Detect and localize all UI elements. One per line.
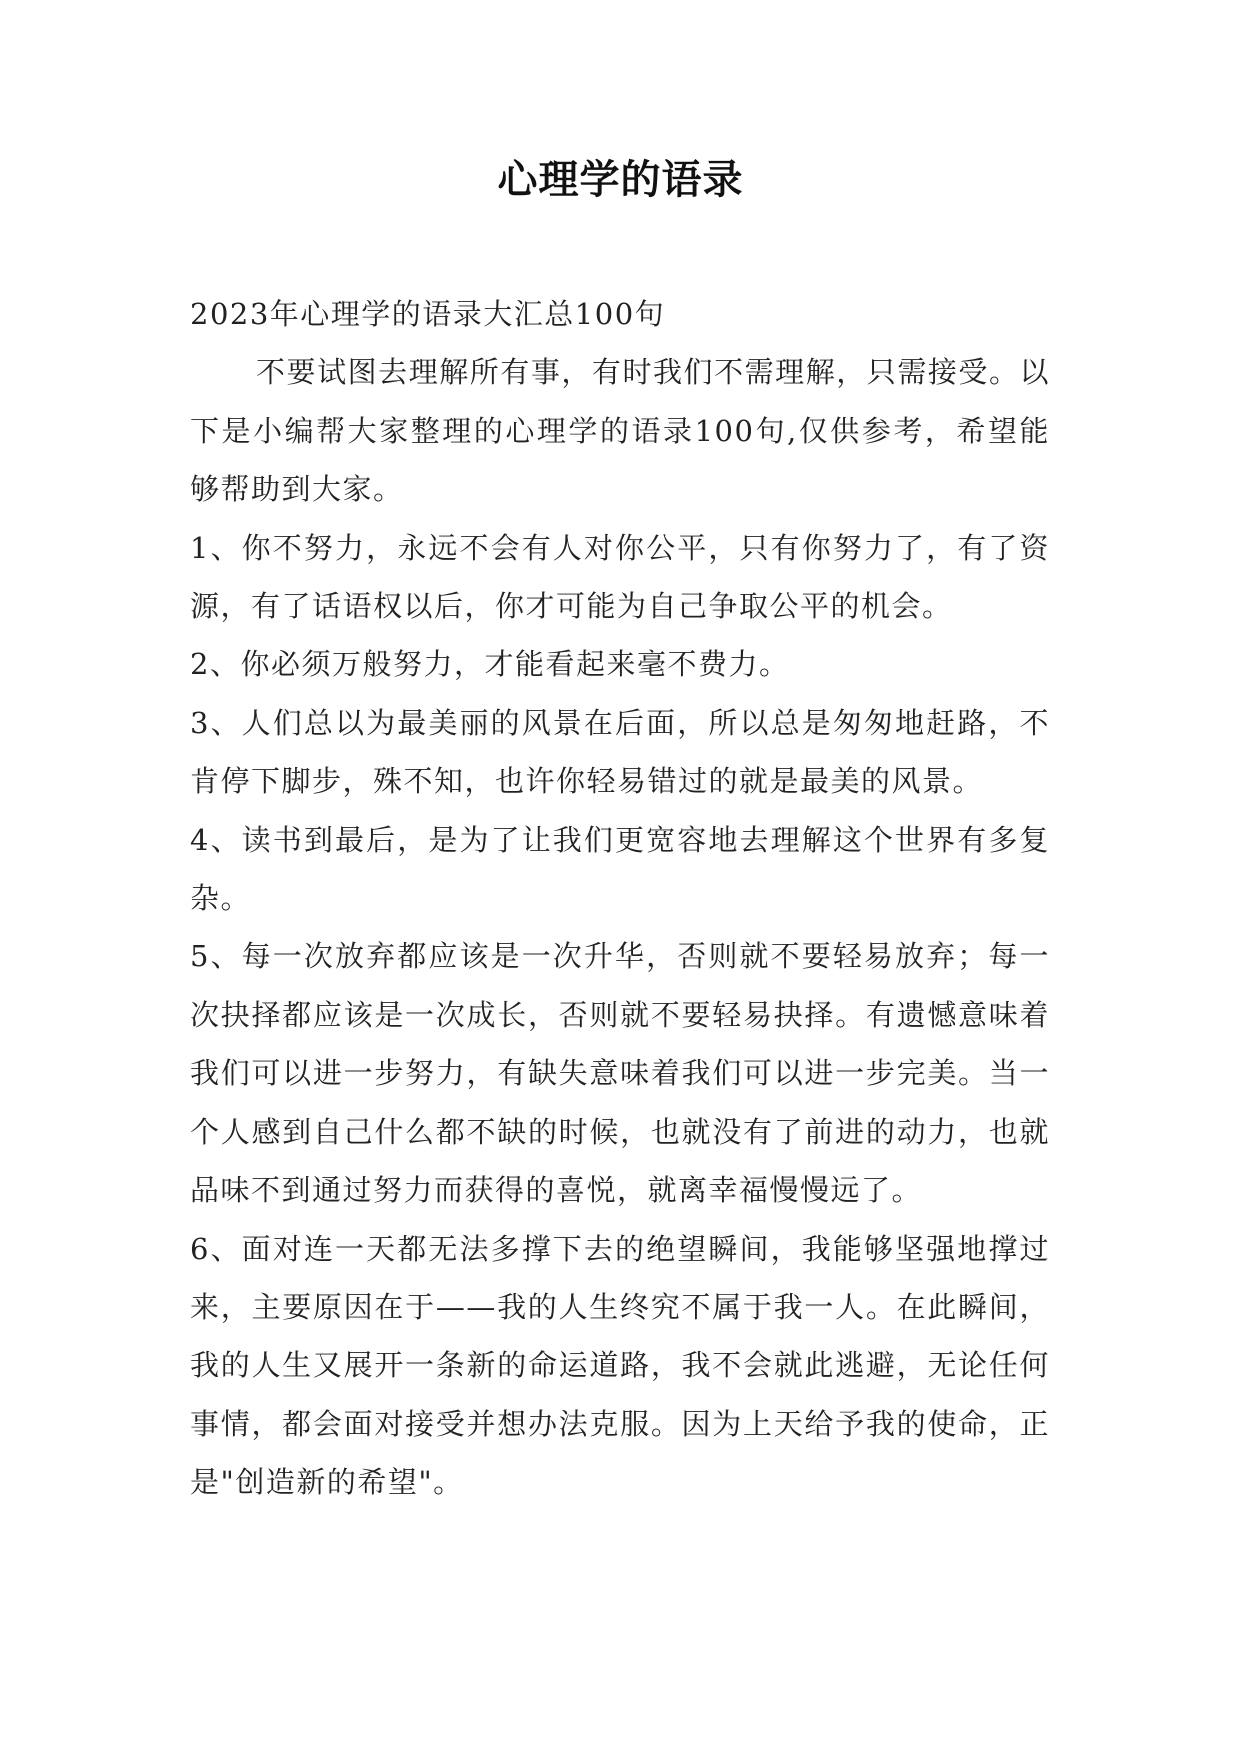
document-subtitle: 2023年心理学的语录大汇总100句 [190,297,666,331]
quote-item-4: 4、读书到最后，是为了让我们更宽容地去理解这个世界有多复杂。 [190,822,1050,916]
quote-item-6: 6、面对连一天都无法多撑下去的绝望瞬间，我能够坚强地撑过来，主要原因在于——我的人生终究不属于我一人。在此瞬间，我的人生又展开一条新的命运道路，我不会就此逃避，无论任何事情，都会面对接受并想办法克服。因为上天给予我的使命，正是"创造新的希望"。 [190,1231,1050,1500]
quote-item-5: 5、每一次放弃都应该是一次升华，否则就不要轻易放弃；每一次抉择都应该是一次成长，否则就不要轻易抉择。有遗憾意味着我们可以进一步努力，有缺失意味着我们可以进一步完美。当一个人感到自己什么都不缺的时候，也就没有了前进的动力，也就品味不到通过努力而获得的喜悦，就离幸福慢慢远了。 [190,939,1050,1208]
quote-item-1: 1、你不努力，永远不会有人对你公平，只有你努力了，有了资源，有了话语权以后，你才可能为自己争取公平的机会。 [190,530,1050,624]
quote-item-3: 3、人们总以为最美丽的风景在后面，所以总是匆匆地赶路，不肯停下脚步，殊不知，也许你轻易错过的就是最美的风景。 [190,705,1050,799]
quote-item-2: 2、你必须万般努力，才能看起来毫不费力。 [190,647,790,682]
document-body [190,285,1050,1512]
intro-paragraph: 不要试图去理解所有事，有时我们不需理解，只需接受。以下是小编帮大家整理的心理学的语录100句,仅供参考，希望能够帮助到大家。 [190,355,1050,507]
document-title: 心理学的语录 [497,156,744,203]
